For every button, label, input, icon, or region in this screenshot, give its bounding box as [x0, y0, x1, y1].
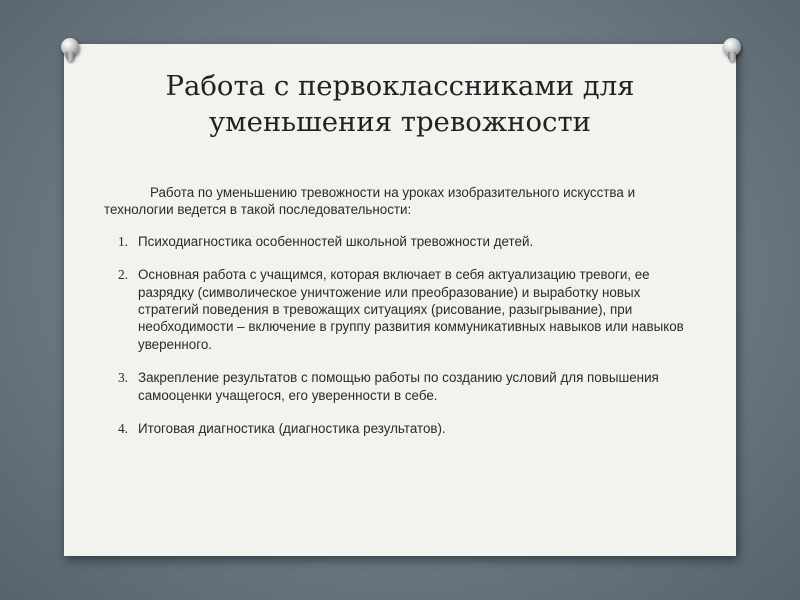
- list-item-text: Итоговая диагностика (диагностика результатов).: [138, 421, 446, 437]
- slide-title-line-1: Работа с первоклассниками для: [165, 70, 635, 102]
- list-number: 3.: [117, 370, 128, 386]
- pushpin-icon: [61, 38, 79, 56]
- slide-title-line-2: уменьшения тревожности: [209, 106, 591, 138]
- list-number: 4.: [117, 421, 128, 437]
- list-item-text: Закрепление результатов с помощью работы по созданию условий для повышения самооценки учащегося, его уверенности в себе.: [138, 370, 659, 403]
- list-item: [104, 266, 704, 353]
- slide-body: [104, 184, 704, 453]
- list-number: 1.: [117, 233, 128, 249]
- intro-paragraph: Работа по уменьшению тревожности на уроках изобразительного искусства и технологии ведется в такой последовательности:: [104, 185, 636, 218]
- list-item-text: Основная работа с учащимся, которая включает в себя актуализацию тревоги, ее разрядку (символическое уничтожение или преобразование) и выработку новых стратегий поведения в тревожащих ситуациях (рисование, разыгрывание), при необходимости – включение в группу развития коммуникативных навыков или навыков уверенного.: [138, 267, 684, 352]
- list-item: [104, 233, 704, 250]
- list-item-text: Психодиагностика особенностей школьной тревожности детей.: [138, 233, 534, 249]
- list-item: [104, 420, 704, 437]
- list-item: [104, 369, 704, 404]
- pushpin-icon: [723, 38, 741, 56]
- slide-title: [64, 68, 736, 140]
- list-number: 2.: [117, 267, 128, 283]
